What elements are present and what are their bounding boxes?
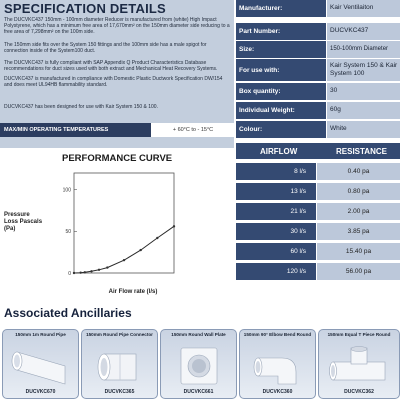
ancillary-code: DUCVKC670 bbox=[25, 389, 56, 395]
specification-title: SPECIFICATION DETAILS bbox=[4, 1, 166, 16]
data-point bbox=[123, 259, 125, 261]
attribute-value: 30 bbox=[327, 83, 400, 100]
airflow-cell: 120 l/s bbox=[236, 263, 316, 280]
attribute-row bbox=[236, 121, 400, 138]
temperature-value-cell bbox=[150, 123, 235, 137]
wall-plate-icon bbox=[161, 344, 236, 388]
airflow-cell: 60 l/s bbox=[236, 243, 316, 260]
ancillary-code: DUCVKC362 bbox=[344, 389, 374, 395]
attribute-row bbox=[236, 23, 400, 40]
ancillary-card-t-piece[interactable] bbox=[318, 329, 400, 399]
temperature-value: + 60°C to - 15°C bbox=[172, 127, 214, 133]
t-piece-icon bbox=[319, 344, 399, 388]
round-pipe-icon bbox=[3, 344, 78, 388]
data-point bbox=[106, 266, 108, 268]
attribute-key: For use with: bbox=[236, 59, 326, 81]
temperature-label: MAX/MIN OPERATING TEMPERATURES bbox=[4, 127, 109, 133]
attribute-value: 150-100mm Diameter bbox=[327, 41, 400, 58]
ancillary-card-round-pipe[interactable] bbox=[2, 329, 79, 399]
ancillary-name: 150mm Round Wall Plate bbox=[171, 332, 226, 337]
airflow-resistance-table bbox=[236, 143, 400, 301]
data-point bbox=[90, 270, 92, 272]
pipe-connector-icon bbox=[82, 344, 157, 388]
ancillary-card-elbow-bend[interactable] bbox=[239, 329, 316, 399]
attribute-row bbox=[236, 0, 400, 17]
resistance-cell: 0.80 pa bbox=[317, 183, 400, 200]
airflow-cell: 30 l/s bbox=[236, 223, 316, 240]
plot-frame bbox=[74, 173, 174, 273]
ancillary-name: 150mm Equal T Piece Round bbox=[327, 332, 391, 337]
attribute-key: Box quantity: bbox=[236, 83, 326, 100]
airflow-cell: 8 l/s bbox=[236, 163, 316, 180]
ancillaries-title: Associated Ancillaries bbox=[4, 306, 132, 320]
attribute-key: Part Number: bbox=[236, 23, 326, 40]
resistance-cell: 15.40 pa bbox=[317, 243, 400, 260]
attribute-key: Colour: bbox=[236, 121, 326, 138]
pressure-loss-line bbox=[74, 226, 174, 273]
y-tick-label: 50 bbox=[65, 229, 71, 236]
airflow-cell: 13 l/s bbox=[236, 183, 316, 200]
temperature-bar bbox=[0, 123, 234, 137]
airflow-table-header bbox=[236, 143, 400, 159]
data-point bbox=[156, 237, 158, 239]
attribute-value: DUCVKC437 bbox=[327, 23, 400, 40]
attribute-row bbox=[236, 102, 400, 119]
attribute-key: Manufacturer: bbox=[236, 0, 326, 17]
data-point bbox=[73, 272, 75, 274]
attribute-row bbox=[236, 83, 400, 100]
airflow-row bbox=[236, 203, 400, 220]
ancillary-name: 150mm Round Pipe Connector bbox=[86, 332, 153, 337]
ancillary-code: DUCVKC360 bbox=[262, 389, 293, 395]
attribute-value: Kair Ventilaiton bbox=[327, 0, 400, 17]
product-attributes-table bbox=[236, 0, 400, 142]
spec-paragraph: The DUCVKC437 is fully compliant with SAP Appendix Q Product Characteristics Database recommendations for duct sizes used with both extract and Mechanical Heat Recovery Systems. bbox=[4, 60, 218, 72]
ancillary-code: DUCVKC661 bbox=[183, 389, 214, 395]
elbow-bend-icon bbox=[240, 344, 315, 388]
chart-y-axis-label: Pressure Loss Pascals (Pa) bbox=[4, 212, 43, 232]
attribute-value: 60g bbox=[327, 102, 400, 119]
ancillary-code: DUCVKC365 bbox=[104, 389, 135, 395]
attribute-value: White bbox=[327, 121, 400, 138]
attribute-key: Size: bbox=[236, 41, 326, 58]
resistance-cell: 0.40 pa bbox=[317, 163, 400, 180]
airflow-row bbox=[236, 243, 400, 260]
ancillary-name: 150mm 1m Round Pipe bbox=[15, 332, 66, 337]
attribute-value: Kair System 150 & Kair System 100 bbox=[327, 59, 400, 81]
chart-x-axis-label: Air Flow rate (l/s) bbox=[108, 289, 158, 295]
spec-paragraph: The DUCVKC437 150mm - 100mm diameter Reducer is manufactured from (white) High Impact Polystyrene, which has a minimum free area of 17,670mm² on the 150mm diameter side reducing to a free area of 7,298mm² on the 100m side. bbox=[4, 17, 230, 35]
airflow-row bbox=[236, 223, 400, 240]
data-point bbox=[98, 269, 100, 271]
attribute-row bbox=[236, 59, 400, 81]
data-point bbox=[139, 249, 141, 251]
airflow-row bbox=[236, 163, 400, 180]
data-point bbox=[84, 271, 86, 273]
resistance-cell: 56.00 pa bbox=[317, 263, 400, 280]
airflow-cell: 21 l/s bbox=[236, 203, 316, 220]
performance-curve-title: PERFORMANCE CURVE bbox=[62, 153, 173, 164]
airflow-row bbox=[236, 183, 400, 200]
ancillary-card-wall-plate[interactable] bbox=[160, 329, 237, 399]
data-point bbox=[173, 225, 175, 227]
resistance-header: RESISTANCE bbox=[336, 147, 387, 156]
data-point bbox=[79, 271, 81, 273]
airflow-row bbox=[236, 263, 400, 280]
ancillary-name: 150mm 90° Elbow Bend Round bbox=[243, 332, 312, 337]
spec-paragraph: The 150mm side fits over the System 150 fittings and the 100mm side has a male spigot for connection inside of the System100 duct. bbox=[4, 42, 207, 54]
y-tick-label: 100 bbox=[62, 187, 71, 194]
spec-paragraph: DUCVKC437 is manufactured in compliance with Domestic Plastic Ductwork Specification DW/154 and does meet UL94HB flammability standard. bbox=[4, 76, 223, 88]
attribute-row bbox=[236, 41, 400, 58]
airflow-header: AIRFLOW bbox=[260, 147, 298, 156]
resistance-cell: 3.85 pa bbox=[317, 223, 400, 240]
resistance-cell: 2.00 pa bbox=[317, 203, 400, 220]
spec-paragraph: DUCVKC437 has been designed for use with Kair System 150 & 100. bbox=[4, 104, 158, 110]
ancillary-card-pipe-connector[interactable] bbox=[81, 329, 158, 399]
y-tick-label: 0 bbox=[68, 270, 71, 277]
attribute-key: Individual Weight: bbox=[236, 102, 326, 119]
